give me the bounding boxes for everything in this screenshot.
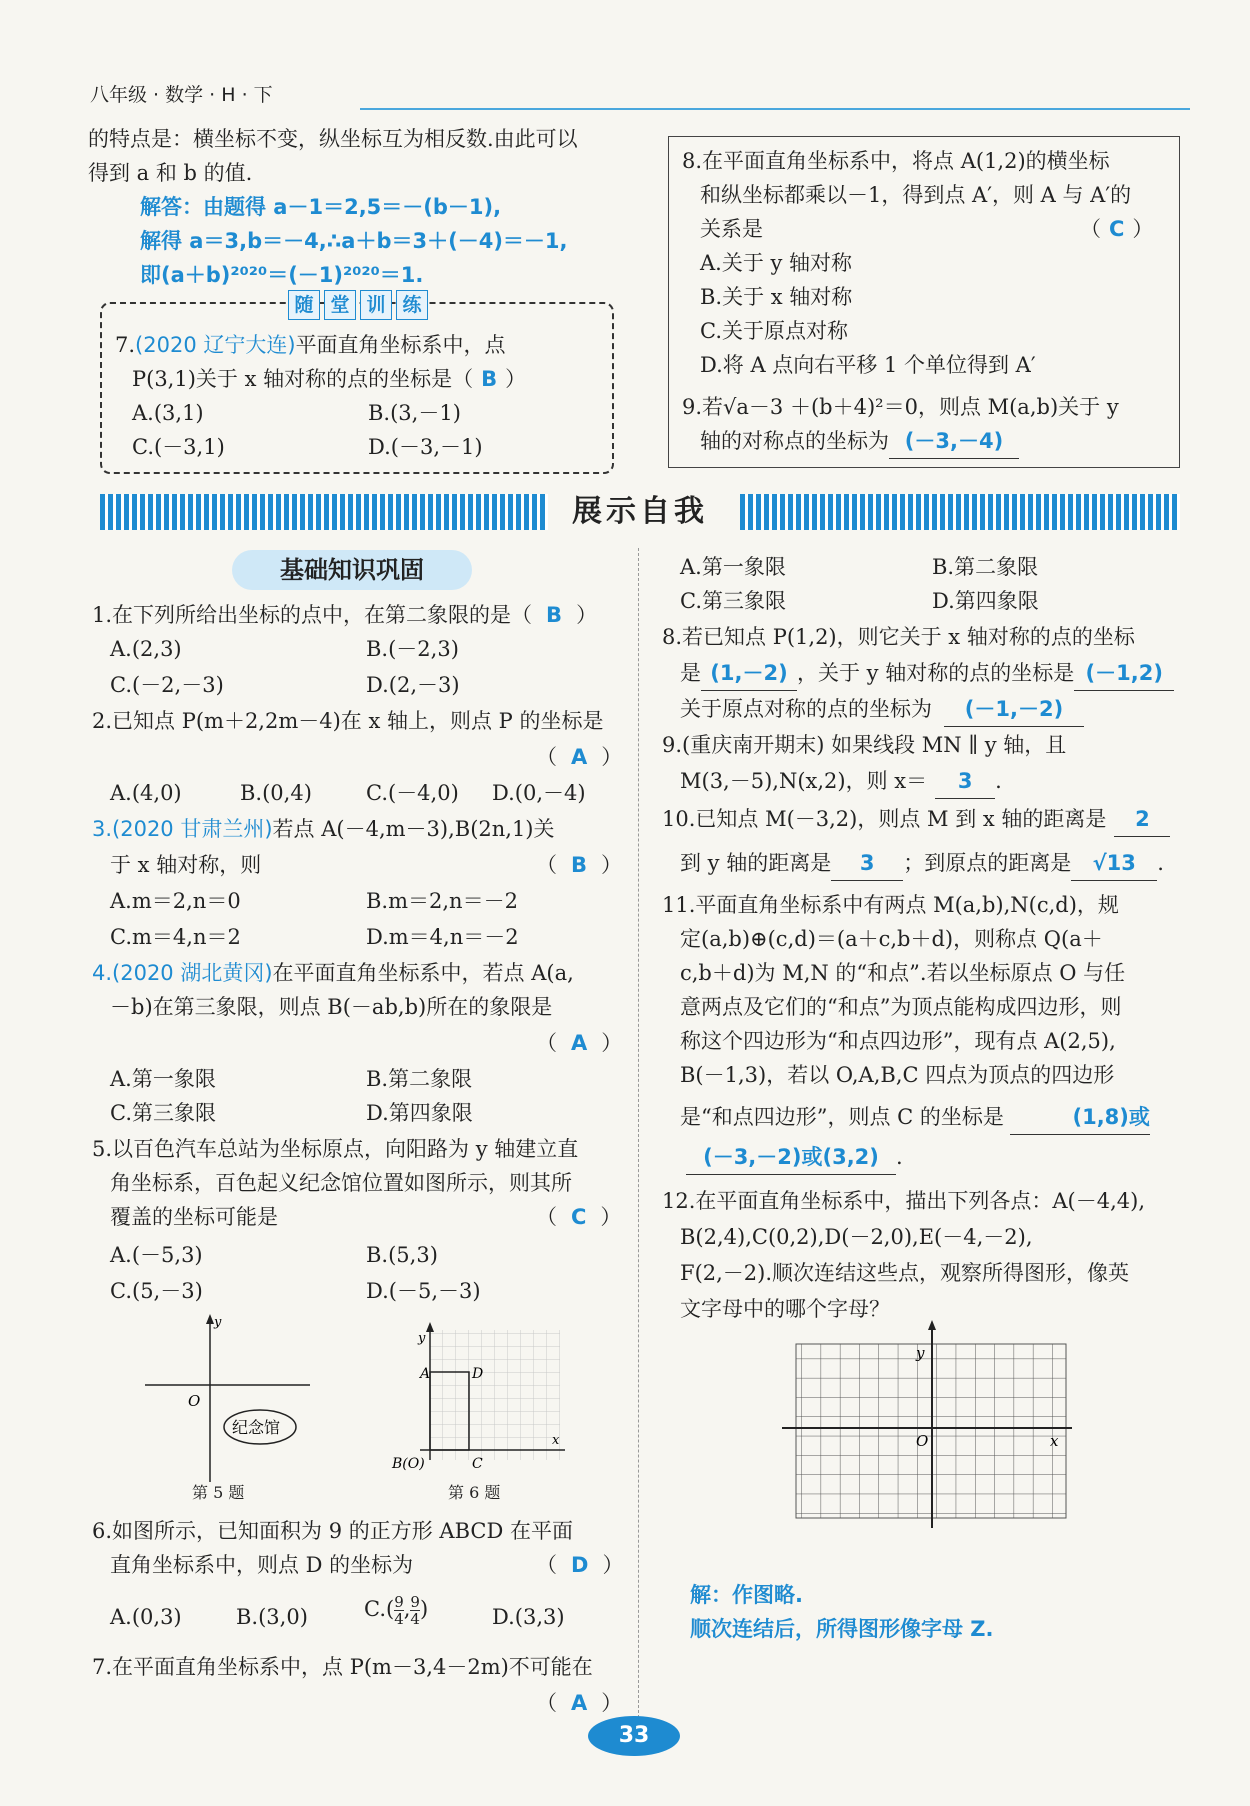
option: A.关于 y 轴对称 — [700, 251, 853, 275]
question-line: －b)在第三象限，则点 B(－ab,b)所在的象限是 — [110, 995, 553, 1019]
question-line: 意两点及它们的“和点”为顶点能构成四边形，则 — [680, 995, 1122, 1019]
question-line: B(－1,3)，若以 O,A,B,C 四点为顶点的四边形 — [680, 1063, 1115, 1087]
svg-text:y: y — [916, 1344, 925, 1362]
tag-char: 训 — [360, 290, 392, 320]
question-line: 9.若√a－3 ＋(b＋4)²＝0，则点 M(a,b)关于 y — [682, 395, 1119, 419]
question-text: ，关于 y 轴对称的点的坐标是 — [797, 661, 1075, 685]
option: B.(5,3) — [366, 1243, 438, 1267]
question-line — [680, 1100, 1150, 1135]
option: B.(3,－1) — [368, 401, 461, 425]
answer: A — [571, 1031, 588, 1055]
option: A.(2,3) — [110, 637, 182, 661]
svg-text:y: y — [418, 1331, 426, 1346]
question-line: 角坐标系，百色起义纪念馆位置如图所示，则其所 — [110, 1171, 572, 1195]
option: C.m＝4,n＝2 — [110, 925, 241, 949]
option: C.第三象限 — [110, 1101, 216, 1125]
solution-line: 解答：由题得 a－1＝2,5＝－(b－1), — [140, 195, 502, 219]
question-line: 5.以百色汽车总站为坐标原点，向阳路为 y 轴建立直 — [92, 1137, 579, 1161]
question-line — [700, 424, 1019, 459]
question-line: 关系是 — [700, 217, 763, 241]
svg-text:x: x — [1050, 1432, 1059, 1450]
question-source: 3.(2020 甘肃兰州) — [92, 817, 273, 841]
question-line: 定(a,b)⊕(c,d)＝(a＋c,b＋d)，则称点 Q(a＋ — [680, 927, 1103, 951]
page-number: 33 — [588, 1716, 680, 1756]
option: A.(0,3) — [110, 1605, 182, 1629]
answer-blank: (1,－2) — [701, 656, 797, 691]
answer: A — [571, 1691, 588, 1715]
text-line: 的特点是：横坐标不变，纵坐标互为相反数.由此可以 — [88, 127, 578, 151]
answer-bracket — [1080, 212, 1153, 246]
answer-blank: (－1,－2) — [944, 692, 1084, 727]
question-line — [115, 328, 506, 362]
question-line: 覆盖的坐标可能是 — [110, 1205, 278, 1229]
answer-blank: 3 — [831, 846, 903, 881]
question-line — [92, 812, 555, 846]
option: A.(4,0) — [110, 781, 182, 805]
question-text: 平面直角坐标系中，点 — [295, 333, 506, 357]
question-text: 1.在下列所给出坐标的点中，在第二象限的是（ — [92, 603, 533, 627]
svg-text:x: x — [552, 1433, 560, 1448]
option: B.(－2,3) — [366, 637, 459, 661]
column-divider — [638, 548, 640, 1718]
question-line — [132, 362, 526, 396]
solution-line: 顺次连结后，所得图形像字母 Z. — [690, 1617, 994, 1641]
question-line: 6.如图所示，已知面积为 9 的正方形 ABCD 在平面 — [92, 1519, 573, 1543]
question-line — [680, 656, 1174, 691]
question-line — [662, 802, 1170, 837]
question-number: 7. — [115, 333, 136, 357]
question-text: 是 — [680, 661, 701, 685]
figure-5 — [140, 1310, 320, 1490]
paren: （ — [1080, 217, 1101, 241]
question-text: 在平面直角坐标系中，若点 A(a, — [272, 961, 574, 985]
question-line: B(2,4),C(0,2),D(－2,0),E(－4,－2), — [680, 1225, 1033, 1249]
answer-blank: 2 — [1114, 802, 1170, 837]
option: B.第二象限 — [366, 1067, 473, 1091]
section-band-left — [100, 494, 548, 530]
solution-line: 解得 a＝3,b＝－4,∴a＋b＝3＋(－4)＝－1, — [140, 229, 568, 253]
option: B.第二象限 — [932, 555, 1039, 579]
question-source: 4.(2020 湖北黄冈) — [92, 961, 273, 985]
svg-text:B(O): B(O) — [392, 1456, 425, 1472]
answer-blank: (－1,2) — [1074, 656, 1174, 691]
svg-text:O: O — [916, 1432, 929, 1450]
answer-bracket: （ A ） — [536, 745, 623, 769]
question-line: 2.已知点 P(m＋2,2m－4)在 x 轴上，则点 P 的坐标是 — [92, 709, 604, 733]
svg-text:y: y — [214, 1315, 222, 1330]
header-rule — [360, 108, 1190, 110]
question-line: 12.在平面直角坐标系中，描出下列各点：A(－4,4), — [662, 1189, 1146, 1213]
figure-6 — [390, 1320, 570, 1480]
option: B.m＝2,n＝－2 — [366, 889, 518, 913]
option: D.第四象限 — [366, 1101, 473, 1125]
answer-blank: (－3,－2)或(3,2) — [686, 1140, 896, 1175]
option: D.(3,3) — [492, 1605, 565, 1629]
paren: ） — [505, 367, 527, 391]
question-line: 11.平面直角坐标系中有两点 M(a,b),N(c,d)，规 — [662, 893, 1119, 917]
svg-text:A: A — [420, 1366, 431, 1382]
option: C.( $\frac{9}{4}$ , $\frac{9}{4}$ ) — [364, 1593, 429, 1628]
option: B.(0,4) — [240, 781, 312, 805]
tag-char: 随 — [288, 290, 320, 320]
question-line: 于 x 轴对称，则 — [110, 853, 262, 877]
option: D.(0,－4) — [492, 781, 586, 805]
svg-text:C: C — [472, 1456, 483, 1472]
answer-blank: (1,8)或 — [1010, 1100, 1150, 1135]
option: C.(5,－3) — [110, 1279, 203, 1303]
option: C.(－2,－3) — [110, 673, 224, 697]
question-line: 到 y 轴的距离是 3 ；到原点的距离是 √13 . — [680, 846, 1164, 881]
option: D.m＝4,n＝－2 — [366, 925, 519, 949]
tag-char: 练 — [396, 290, 428, 320]
answer: A — [571, 745, 588, 769]
question-source: (2020 辽宁大连) — [135, 333, 296, 357]
option: A.(－5,3) — [110, 1243, 203, 1267]
answer-blank: √13 — [1071, 846, 1157, 881]
landmark-label: 纪念馆 — [232, 1418, 281, 1437]
page-header: 八年级 · 数学 · H · 下 — [90, 84, 273, 106]
question-line: 文字母中的哪个字母？ — [680, 1297, 890, 1321]
question-text: ；到原点的距离是 — [903, 851, 1072, 875]
option: C.(－3,1) — [132, 435, 225, 459]
option: C.(－4,0) — [366, 781, 459, 805]
question-line: 8.若已知点 P(1,2)，则它关于 x 轴对称的点的坐标 — [662, 625, 1135, 649]
answer: D — [571, 1553, 589, 1577]
practice-tag — [288, 290, 428, 320]
answer-bracket: （ D ） — [536, 1553, 624, 1577]
question-text: P(3,1)关于 x 轴对称的点的坐标是（ — [132, 367, 474, 391]
answer-bracket: （ A ） — [536, 1691, 623, 1715]
answer: C — [1109, 217, 1125, 241]
question-line: 称这个四边形为“和点四边形”，现有点 A(2,5), — [680, 1029, 1116, 1053]
question-line: 1.在下列所给出坐标的点中，在第二象限的是（ B ） — [92, 603, 598, 627]
question-line: 和纵坐标都乘以－1，得到点 A′，则 A 与 A′的 — [700, 183, 1132, 207]
answer-bracket: （ B ） — [536, 853, 623, 877]
option: A.(3,1) — [132, 401, 204, 425]
question-line: 9.(重庆南开期末) 如果线段 MN ∥ y 轴，且 — [662, 733, 1067, 757]
text-line: 得到 a 和 b 的值. — [88, 161, 253, 185]
question-line: (－3,－2)或(3,2) . — [686, 1140, 903, 1175]
question-line — [680, 692, 1084, 727]
question-line: M(3,－5),N(x,2)，则 x＝ 3 . — [680, 764, 1002, 799]
answer: C — [571, 1205, 587, 1229]
question-text: 若点 A(－4,m－3),B(2n,1)关 — [272, 817, 555, 841]
option: A.第一象限 — [680, 555, 786, 579]
subsection-title: 基础知识巩固 — [232, 550, 472, 590]
option: A.第一象限 — [110, 1067, 216, 1091]
question-text: 轴的对称点的坐标为 — [700, 429, 889, 453]
option: D.第四象限 — [932, 589, 1039, 613]
figure-caption: 第 5 题 — [192, 1483, 245, 1502]
tag-char: 堂 — [324, 290, 356, 320]
question-text: 关于原点对称的点的坐标为 — [680, 697, 932, 721]
answer-blank: 3 — [935, 764, 995, 799]
question-line: 直角坐标系中，则点 D 的坐标为 — [110, 1553, 414, 1577]
paren: ） — [1132, 217, 1154, 241]
question-line — [92, 956, 574, 990]
answer: B — [571, 853, 588, 877]
question-line: c,b＋d)为 M,N 的“和点”.若以坐标原点 O 与任 — [680, 961, 1126, 985]
answer: B — [546, 603, 563, 627]
svg-text:D: D — [472, 1366, 484, 1382]
answer-bracket: （ A ） — [536, 1031, 623, 1055]
question-text: 是“和点四边形”，则点 C 的坐标是 — [680, 1105, 1004, 1129]
coordinate-grid — [782, 1320, 1082, 1530]
option: B.关于 x 轴对称 — [700, 285, 853, 309]
option: D.(2,－3) — [366, 673, 460, 697]
option: D.将 A 点向右平移 1 个单位得到 A′ — [700, 353, 1036, 377]
answer-bracket: （ C ） — [536, 1205, 622, 1229]
question-text: 10.已知点 M(－3,2)，则点 M 到 x 轴的距离是 — [662, 807, 1107, 831]
question-text: M(3,－5),N(x,2)，则 x＝ — [680, 769, 928, 793]
option: A.m＝2,n＝0 — [110, 889, 241, 913]
svg-text:O: O — [188, 1392, 201, 1410]
option-text: C.( — [364, 1597, 395, 1621]
option: D.(－5,－3) — [366, 1279, 481, 1303]
solution-line: 即(a＋b)²⁰²⁰＝(－1)²⁰²⁰＝1. — [140, 263, 424, 287]
figure-caption: 第 6 题 — [448, 1483, 501, 1502]
option: D.(－3,－1) — [368, 435, 483, 459]
option: C.关于原点对称 — [700, 319, 848, 343]
fraction: $\frac{9}{4}$ — [394, 1593, 404, 1628]
question-line: 8.在平面直角坐标系中，将点 A(1,2)的横坐标 — [682, 149, 1110, 173]
solution-line: 解：作图略. — [690, 1583, 803, 1607]
option: B.(3,0) — [236, 1605, 308, 1629]
section-title: 展示自我 — [572, 494, 708, 529]
answer-blank: (－3,－4) — [889, 424, 1019, 459]
answer: B — [481, 367, 498, 391]
fraction: $\frac{9}{4}$ — [410, 1593, 420, 1628]
question-line: F(2,－2).顺次连结这些点，观察所得图形，像英 — [680, 1261, 1130, 1285]
question-line: 7.在平面直角坐标系中，点 P(m－3,4－2m)不可能在 — [92, 1655, 593, 1679]
section-band-right — [740, 494, 1180, 530]
question-text: 到 y 轴的距离是 — [680, 851, 832, 875]
option: C.第三象限 — [680, 589, 786, 613]
